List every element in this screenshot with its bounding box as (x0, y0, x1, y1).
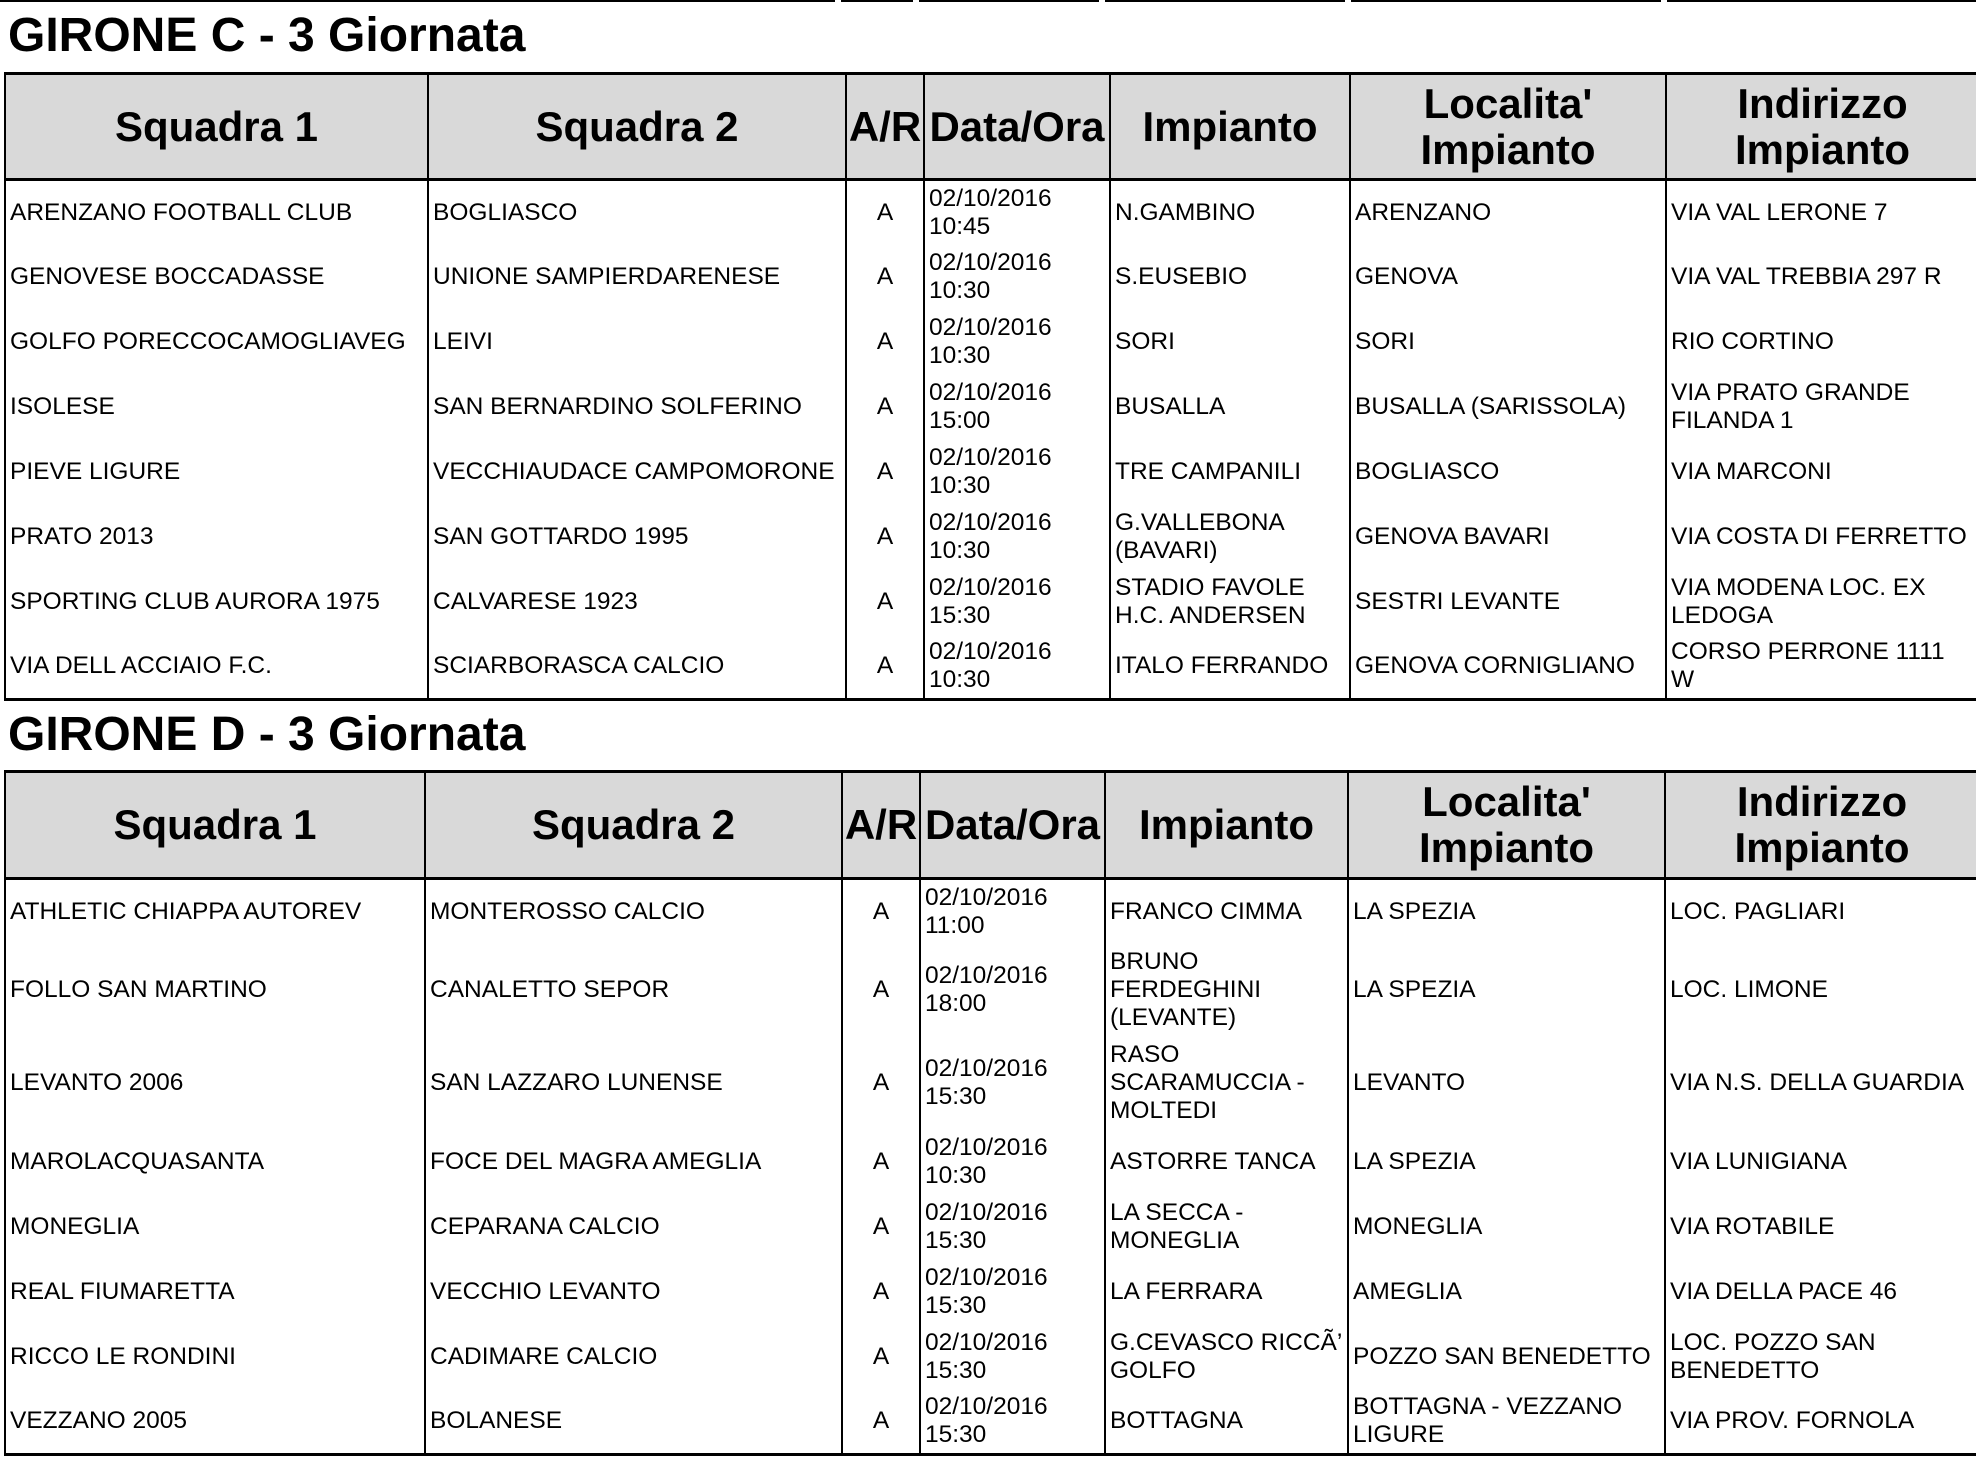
fixtures-table (4, 72, 1976, 701)
fixtures-table (4, 770, 1976, 1456)
cell-ar: A (842, 1130, 920, 1195)
cell-address: CORSO PERRONE 1111 W (1666, 635, 1976, 700)
table-row (5, 1195, 1976, 1260)
cell-locality: LA SPEZIA (1348, 944, 1665, 1037)
cell-address: VIA MARCONI (1666, 440, 1976, 505)
cell-team1: RICCO LE RONDINI (5, 1325, 425, 1390)
cell-address: VIA PROV. FORNOLA (1665, 1390, 1976, 1455)
cell-team2: LEIVI (428, 310, 846, 375)
cell-team2: BOGLIASCO (428, 180, 846, 245)
table-row (5, 1325, 1976, 1390)
cell-datetime: 02/10/2016 15:30 (924, 570, 1110, 635)
cell-locality: GENOVA CORNIGLIANO (1350, 635, 1666, 700)
header-venue: Impianto (1105, 772, 1348, 879)
table-row (5, 944, 1976, 1037)
cell-team1: SPORTING CLUB AURORA 1975 (5, 570, 428, 635)
cell-team2: SAN BERNARDINO SOLFERINO (428, 375, 846, 440)
header-team2: Squadra 2 (428, 74, 846, 180)
cell-locality: POZZO SAN BENEDETTO (1348, 1325, 1665, 1390)
cell-locality: LA SPEZIA (1348, 1130, 1665, 1195)
top-rule (0, 0, 1976, 6)
cell-team1: PRATO 2013 (5, 505, 428, 570)
cell-team2: SCIARBORASCA CALCIO (428, 635, 846, 700)
table-row (5, 1390, 1976, 1455)
cell-team1: REAL FIUMARETTA (5, 1260, 425, 1325)
header-team1: Squadra 1 (5, 74, 428, 180)
cell-locality: GENOVA (1350, 245, 1666, 310)
cell-address: RIO CORTINO (1666, 310, 1976, 375)
cell-ar: A (846, 505, 924, 570)
header-team1: Squadra 1 (5, 772, 425, 879)
cell-venue: G.CEVASCO RICCÃ’ GOLFO (1105, 1325, 1348, 1390)
header-ar: A/R (842, 772, 920, 879)
cell-ar: A (846, 375, 924, 440)
header-address: Indirizzo Impianto (1666, 74, 1976, 180)
cell-locality: BOTTAGNA - VEZZANO LIGURE (1348, 1390, 1665, 1455)
cell-ar: A (846, 180, 924, 245)
cell-team1: VIA DELL ACCIAIO F.C. (5, 635, 428, 700)
cell-locality: LA SPEZIA (1348, 879, 1665, 944)
cell-team1: ATHLETIC CHIAPPA AUTOREV (5, 879, 425, 944)
cell-locality: SORI (1350, 310, 1666, 375)
cell-team1: GOLFO PORECCOCAMOGLIAVEG (5, 310, 428, 375)
cell-venue: STADIO FAVOLE H.C. ANDERSEN (1110, 570, 1350, 635)
cell-datetime: 02/10/2016 10:30 (924, 635, 1110, 700)
cell-venue: BRUNO FERDEGHINI (LEVANTE) (1105, 944, 1348, 1037)
header-ar: A/R (846, 74, 924, 180)
cell-datetime: 02/10/2016 10:30 (924, 245, 1110, 310)
header-datetime: Data/Ora (924, 74, 1110, 180)
cell-venue: BUSALLA (1110, 375, 1350, 440)
cell-address: VIA N.S. DELLA GUARDIA (1665, 1037, 1976, 1130)
cell-venue: RASO SCARAMUCCIA - MOLTEDI (1105, 1037, 1348, 1130)
cell-address: VIA DELLA PACE 46 (1665, 1260, 1976, 1325)
cell-address: VIA ROTABILE (1665, 1195, 1976, 1260)
header-venue: Impianto (1110, 74, 1350, 180)
cell-address: VIA LUNIGIANA (1665, 1130, 1976, 1195)
cell-address: LOC. PAGLIARI (1665, 879, 1976, 944)
cell-address: VIA MODENA LOC. EX LEDOGA (1666, 570, 1976, 635)
cell-team2: CANALETTO SEPOR (425, 944, 842, 1037)
header-datetime: Data/Ora (920, 772, 1105, 879)
cell-team2: FOCE DEL MAGRA AMEGLIA (425, 1130, 842, 1195)
cell-datetime: 02/10/2016 10:30 (924, 440, 1110, 505)
table-row (5, 310, 1976, 375)
cell-datetime: 02/10/2016 15:00 (924, 375, 1110, 440)
cell-ar: A (846, 635, 924, 700)
cell-locality: GENOVA BAVARI (1350, 505, 1666, 570)
cell-datetime: 02/10/2016 15:30 (920, 1260, 1105, 1325)
cell-team1: FOLLO SAN MARTINO (5, 944, 425, 1037)
header-address: Indirizzo Impianto (1665, 772, 1976, 879)
cell-team2: VECCHIAUDACE CAMPOMORONE (428, 440, 846, 505)
header-team2: Squadra 2 (425, 772, 842, 879)
cell-address: LOC. POZZO SAN BENEDETTO (1665, 1325, 1976, 1390)
cell-datetime: 02/10/2016 10:45 (924, 180, 1110, 245)
cell-venue: BOTTAGNA (1105, 1390, 1348, 1455)
cell-ar: A (842, 1390, 920, 1455)
table-row (5, 1037, 1976, 1130)
cell-team1: PIEVE LIGURE (5, 440, 428, 505)
table-row (5, 570, 1976, 635)
cell-datetime: 02/10/2016 10:30 (920, 1130, 1105, 1195)
cell-address: LOC. LIMONE (1665, 944, 1976, 1037)
cell-address: VIA PRATO GRANDE FILANDA 1 (1666, 375, 1976, 440)
cell-ar: A (842, 1195, 920, 1260)
cell-ar: A (846, 310, 924, 375)
cell-datetime: 02/10/2016 11:00 (920, 879, 1105, 944)
cell-team2: CALVARESE 1923 (428, 570, 846, 635)
header-locality: Localita' Impianto (1348, 772, 1665, 879)
cell-team1: ARENZANO FOOTBALL CLUB (5, 180, 428, 245)
header-locality: Localita' Impianto (1350, 74, 1666, 180)
cell-datetime: 02/10/2016 10:30 (924, 505, 1110, 570)
cell-locality: BUSALLA (SARISSOLA) (1350, 375, 1666, 440)
cell-team2: UNIONE SAMPIERDARENESE (428, 245, 846, 310)
cell-team2: CEPARANA CALCIO (425, 1195, 842, 1260)
cell-datetime: 02/10/2016 10:30 (924, 310, 1110, 375)
cell-ar: A (842, 1325, 920, 1390)
cell-address: VIA COSTA DI FERRETTO (1666, 505, 1976, 570)
cell-team1: LEVANTO 2006 (5, 1037, 425, 1130)
cell-team1: MAROLACQUASANTA (5, 1130, 425, 1195)
cell-ar: A (846, 245, 924, 310)
cell-venue: FRANCO CIMMA (1105, 879, 1348, 944)
cell-venue: S.EUSEBIO (1110, 245, 1350, 310)
cell-team2: VECCHIO LEVANTO (425, 1260, 842, 1325)
cell-datetime: 02/10/2016 15:30 (920, 1390, 1105, 1455)
cell-locality: ARENZANO (1350, 180, 1666, 245)
cell-venue: ASTORRE TANCA (1105, 1130, 1348, 1195)
cell-locality: MONEGLIA (1348, 1195, 1665, 1260)
cell-address: VIA VAL LERONE 7 (1666, 180, 1976, 245)
cell-locality: BOGLIASCO (1350, 440, 1666, 505)
table-row (5, 635, 1976, 700)
cell-venue: N.GAMBINO (1110, 180, 1350, 245)
table-row (5, 180, 1976, 245)
cell-datetime: 02/10/2016 15:30 (920, 1325, 1105, 1390)
cell-ar: A (842, 1260, 920, 1325)
table-row (5, 1260, 1976, 1325)
cell-datetime: 02/10/2016 18:00 (920, 944, 1105, 1037)
cell-venue: SORI (1110, 310, 1350, 375)
cell-team1: ISOLESE (5, 375, 428, 440)
cell-datetime: 02/10/2016 15:30 (920, 1195, 1105, 1260)
cell-venue: G.VALLEBONA (BAVARI) (1110, 505, 1350, 570)
cell-datetime: 02/10/2016 15:30 (920, 1037, 1105, 1130)
table-row (5, 245, 1976, 310)
cell-venue: ITALO FERRANDO (1110, 635, 1350, 700)
table-row (5, 440, 1976, 505)
table-row (5, 879, 1976, 944)
cell-venue: TRE CAMPANILI (1110, 440, 1350, 505)
cell-ar: A (842, 1037, 920, 1130)
cell-ar: A (842, 944, 920, 1037)
group-title: GIRONE C - 3 Giornata (8, 9, 526, 62)
cell-ar: A (842, 879, 920, 944)
cell-team2: MONTEROSSO CALCIO (425, 879, 842, 944)
table-row (5, 505, 1976, 570)
cell-ar: A (846, 570, 924, 635)
cell-team2: CADIMARE CALCIO (425, 1325, 842, 1390)
table-row (5, 375, 1976, 440)
cell-locality: AMEGLIA (1348, 1260, 1665, 1325)
cell-address: VIA VAL TREBBIA 297 R (1666, 245, 1976, 310)
cell-team2: SAN LAZZARO LUNENSE (425, 1037, 842, 1130)
cell-team1: VEZZANO 2005 (5, 1390, 425, 1455)
table-row (5, 1130, 1976, 1195)
cell-team1: GENOVESE BOCCADASSE (5, 245, 428, 310)
cell-team1: MONEGLIA (5, 1195, 425, 1260)
cell-venue: LA SECCA - MONEGLIA (1105, 1195, 1348, 1260)
cell-locality: SESTRI LEVANTE (1350, 570, 1666, 635)
cell-venue: LA FERRARA (1105, 1260, 1348, 1325)
cell-team2: SAN GOTTARDO 1995 (428, 505, 846, 570)
cell-team2: BOLANESE (425, 1390, 842, 1455)
cell-ar: A (846, 440, 924, 505)
cell-locality: LEVANTO (1348, 1037, 1665, 1130)
group-title: GIRONE D - 3 Giornata (8, 708, 526, 761)
